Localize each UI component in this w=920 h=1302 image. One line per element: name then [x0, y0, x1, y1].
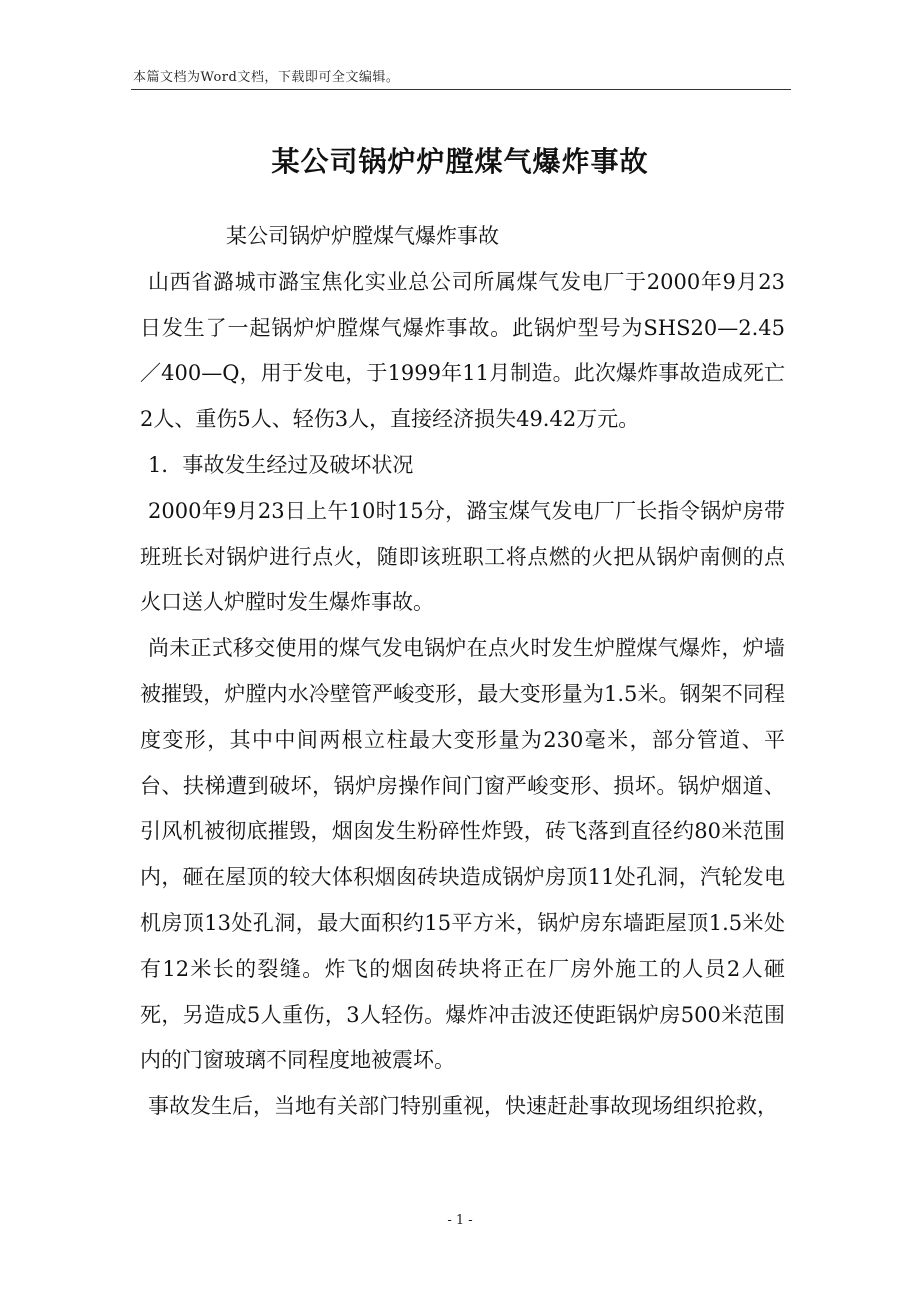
section-heading: 1．事故发生经过及破坏状况: [148, 452, 414, 477]
paragraph-event: 2000年9月23日上午10时15分，潞宝煤气发电厂厂长指令锅炉房带班班长对锅炉进行点火，随即该班职工将点燃的火把从锅炉南侧的点火口送人炉膛时发生爆炸事故。: [140, 498, 785, 615]
document-subtitle: 某公司锅炉炉膛煤气爆炸事故: [226, 224, 499, 248]
paragraph-response: 事故发生后，当地有关部门特别重视，快速赶赴事故现场组织抢救，: [148, 1094, 778, 1119]
page-number: - 1 -: [447, 1213, 473, 1228]
header-divider: [131, 89, 791, 90]
page-header-note: 本篇文档为Word文档，下载即可全文编辑。: [133, 70, 400, 85]
document-body: [140, 214, 785, 1130]
paragraph-intro: 山西省潞城市潞宝焦化实业总公司所属煤气发电厂于2000年9月23日发生了一起锅炉炉膛煤气爆炸事故。此锅炉型号为SHS20—2.45／400—Q，用于发电，于1999年11月制造。此次爆炸事故造成死亡2人、重伤5人、轻伤3人，直接经济损失49.42万元。: [140, 269, 785, 432]
paragraph-damage: 尚未正式移交使用的煤气发电锅炉在点火时发生炉膛煤气爆炸，炉墙被摧毁，炉膛内水冷壁管严峻变形，最大变形量为1.5米。钢架不同程度变形，其中中间两根立柱最大变形量为230毫米，部分管道、平台、扶梯遭到破坏，锅炉房操作间门窗严峻变形、损坏。锅炉烟道、引风机被彻底摧毁，烟囱发生粉碎性炸毁，砖飞落到直径约80米范围内，砸在屋顶的较大体积烟囱砖块造成锅炉房顶11处孔洞，汽轮发电机房顶13处孔洞，最大面积约15平方米，锅炉房东墙距屋顶1.5米处有12米长的裂缝。炸飞的烟囱砖块将正在厂房外施工的人员2人砸死，另造成5人重伤，3人轻伤。爆炸冲击波还使距锅炉房500米范围内的门窗玻璃不同程度地被震坏。: [140, 636, 785, 1073]
document-title: 某公司锅炉炉膛煤气爆炸事故: [271, 145, 649, 178]
